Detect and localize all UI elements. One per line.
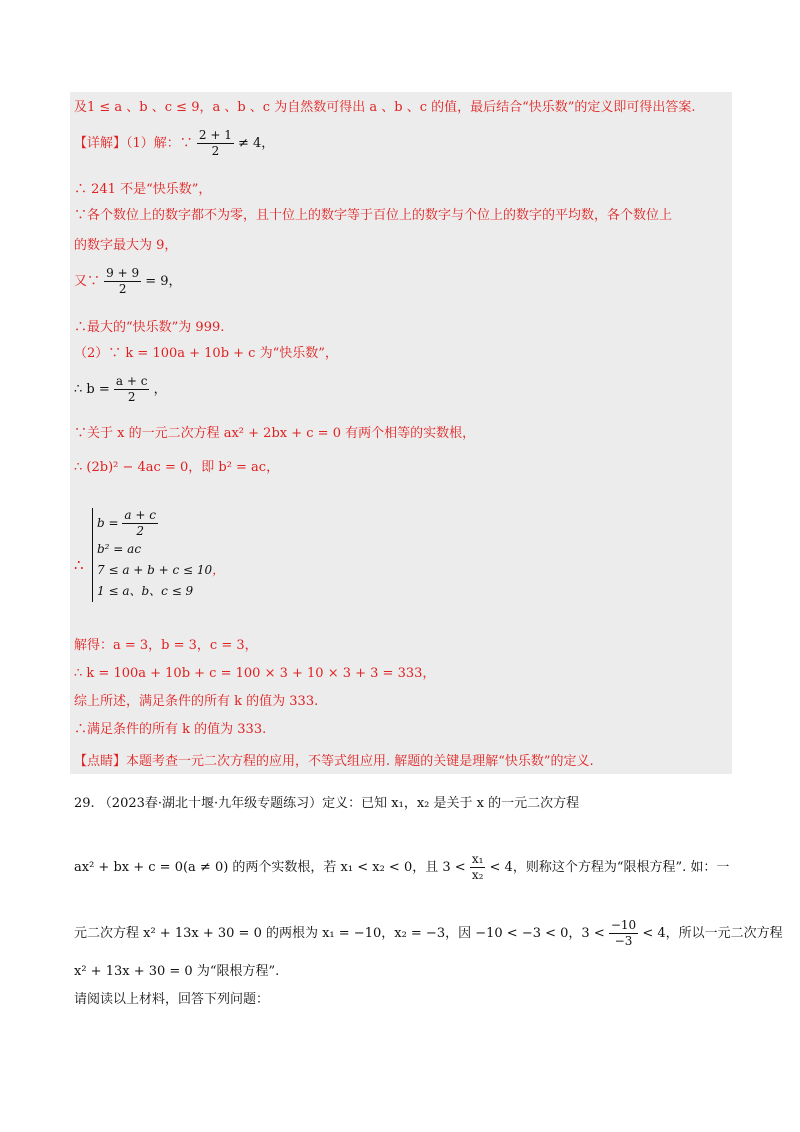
system-row [97,560,224,581]
detail-line: ∵关于 x 的一元二次方程 ax² + 2bx + c = 0 有两个相等的实数根， [74,426,476,441]
fraction [114,374,150,405]
fraction-denominator: −3 [614,934,633,948]
detail-line: 的数字最大为 9， [74,238,178,253]
detail-label: ∴ b = [74,382,110,397]
question-text: ax² + bx + c = 0(a ≠ 0) 的两个实数根，若 x₁ < x₂ < 0，且 3 < [74,860,466,875]
fraction-tail: ≠ 4， [238,136,275,151]
comment-line: 【点睛】本题考查一元二次方程的应用，不等式组应用. 解题的关键是理解“快乐数”的定义. [74,754,594,769]
fraction [104,266,141,297]
question-line: x² + 13x + 30 = 0 为“限根方程”. [74,964,280,979]
detail-line: ∴最大的“快乐数”为 999. [74,320,225,335]
fraction-numerator: x₁ [471,852,484,866]
equation-system [92,508,224,602]
detail-label: 又∵ [74,274,101,289]
fraction [197,128,234,159]
detail-line: ∴满足条件的所有 k 的值为 333. [74,722,267,737]
system-row: b² = ac [97,542,142,556]
system-row [97,508,224,539]
system-label: b = [97,516,119,530]
question-line [74,918,783,949]
fraction [122,508,158,539]
fraction-denominator: x₂ [471,868,484,882]
fraction-denominator: 2 [118,282,127,296]
fraction-numerator: a + c [124,508,156,522]
fraction-numerator: −10 [610,918,637,932]
question-29-line: 29. （2023春·湖北十堰·九年级专题练习）定义：已知 x₁，x₂ 是关于 x 的一元二次方程 [74,796,580,811]
fraction [470,852,486,883]
detail-line: 解得：a = 3，b = 3，c = 3， [74,638,258,653]
question-text: 元二次方程 x² + 13x + 30 = 0 的两根为 x₁ = −10，x₂ = −3，因 −10 < −3 < 0，3 < [74,926,605,941]
detail-line: ∴ 241 不是“快乐数”， [74,182,212,197]
detail-line: ∴ k = 100a + 10b + c = 100 × 3 + 10 × 3 + 3 = 333， [74,666,436,681]
detail-step-1 [74,128,274,159]
detail-line: 综上所述，满足条件的所有 k 的值为 333. [74,694,319,709]
detail-step-b [74,374,167,405]
detail-step-max [74,266,182,297]
fraction-numerator: a + c [115,374,148,388]
therefore-symbol: ∴ [74,556,84,574]
fraction-denominator: 2 [211,144,220,158]
system-expression: 7 ≤ a + b + c ≤ 10 [97,563,213,577]
fraction-denominator: 2 [127,390,136,404]
analysis-line: 及1 ≤ a 、b 、c ≤ 9，a 、b 、c 为自然数可得出 a 、b 、c 的值，最后结合“快乐数”的定义即可得出答案. [74,100,696,115]
fraction [609,918,638,949]
question-line [74,852,729,883]
fraction-tail: ， [153,382,167,397]
detail-label: 【详解】（1）解：∵ [74,136,193,151]
system-comma: ， [212,563,225,577]
fraction-numerator: 2 + 1 [198,128,232,142]
detail-line: （2）∵ k = 100a + 10b + c 为“快乐数”， [74,346,338,361]
fraction-tail: = 9， [145,274,182,289]
fraction-denominator: 2 [136,524,144,538]
fraction-numerator: 9 + 9 [106,266,140,280]
detail-line: ∴ (2b)² − 4ac = 0，即 b² = ac， [74,460,280,475]
question-line: 请阅读以上材料，回答下列问题： [74,992,270,1007]
system-row: 1 ≤ a、b、c ≤ 9 [97,584,194,598]
question-text: < 4，则称这个方程为“限根方程”. 如：一 [489,860,730,875]
question-text: < 4，所以一元二次方程 [642,926,783,941]
detail-line: ∵各个数位上的数字都不为零，且十位上的数字等于百位上的数字与个位上的数字的平均数，各个数位上 [74,208,673,223]
